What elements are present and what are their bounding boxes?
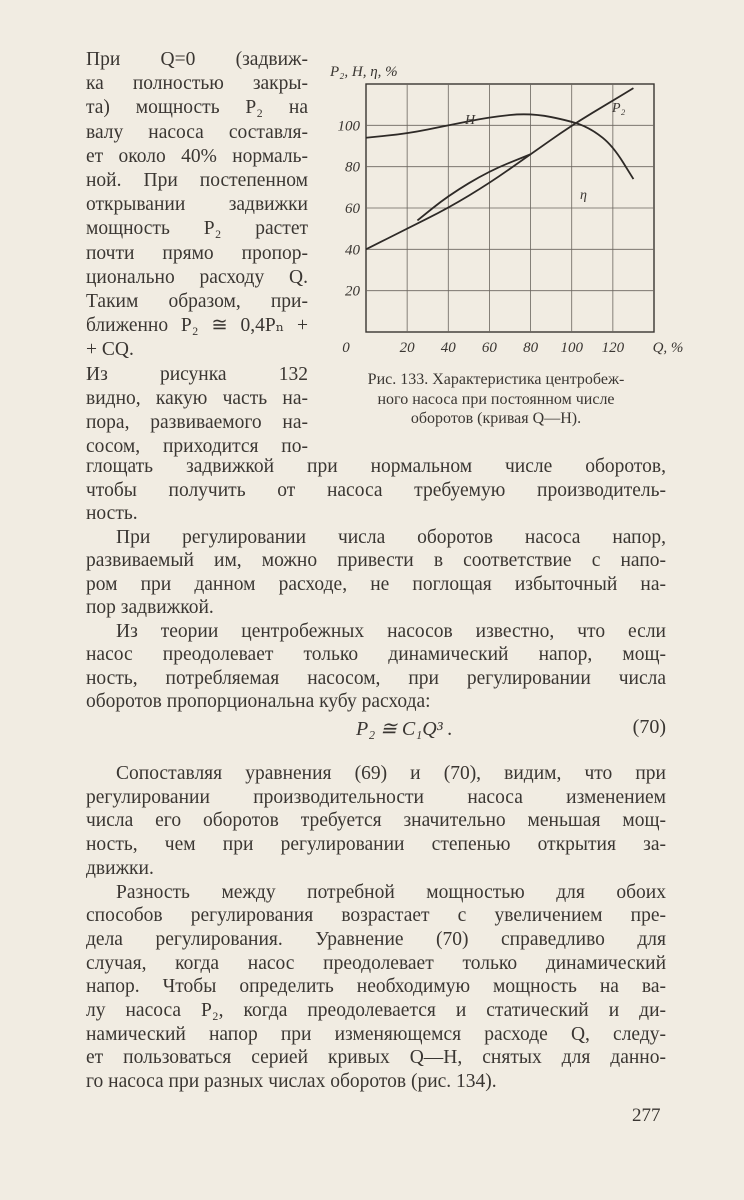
x-tick-label: 80: [523, 340, 539, 356]
text-line: движки.: [86, 857, 154, 879]
x-tick-label: 40: [440, 340, 456, 356]
text-line: ность.: [86, 503, 138, 524]
formula-number: (70): [632, 716, 666, 738]
text-line: При регулировании числа оборотов насоса напор,: [116, 526, 666, 548]
y-axis-label: P₂, H, η, %: [330, 64, 398, 80]
x-tick-label: 120: [601, 340, 625, 356]
text-line: ет около 40% нормаль-: [86, 145, 308, 167]
series-line-3: [417, 154, 530, 220]
y-tick-label: 80: [345, 159, 360, 176]
text-line: ционально расходу Q.: [86, 266, 308, 288]
y-tick-label: 40: [345, 242, 360, 259]
text-line: развиваемый им, можно привести в соответствие с напо-: [86, 550, 666, 571]
text-line: случая, когда насос преодолевает только динамический: [86, 952, 666, 974]
text-line: пора, развиваемого на-: [86, 412, 308, 433]
formula-expression: P₂ ≅ C₁Q³ .: [356, 718, 453, 740]
caption-line: оборотов (кривая Q—H).: [410, 410, 582, 427]
text-line: мощность P₂ растет: [86, 218, 308, 240]
series-label: P₂: [612, 101, 626, 116]
x-tick-label: 20: [399, 340, 415, 356]
pump-characteristic-chart: [320, 56, 684, 356]
y-tick-label: 60: [345, 201, 360, 217]
text-line: ка полностью закры-: [86, 73, 308, 95]
x-tick-label: 0: [342, 340, 350, 356]
text-line: Из рисунка 132: [86, 363, 308, 385]
text-line: чтобы получить от насоса требуемую производитель-: [86, 479, 666, 501]
text-line: сосом, приходится по-: [86, 436, 308, 458]
x-tick-label: 60: [481, 340, 497, 356]
text-line: + CQ.: [86, 339, 134, 361]
text-line: почти прямо пропор-: [86, 242, 308, 264]
text-line: го насоса при разных числах оборотов (рис. 134).: [86, 1071, 497, 1093]
text-line: пор задвижкой.: [86, 597, 214, 618]
series-label: η: [580, 188, 587, 203]
text-line: ность, потребляемая насосом, при регулировании числа: [86, 667, 666, 689]
text-line: регулировании производительности насоса изменением: [86, 786, 666, 808]
text-line: ром при данном расходе, не поглощая избыточный на-: [86, 573, 666, 595]
formula-70: [86, 716, 666, 744]
text-line: лу насоса P₂, когда преодолевается и статический и ди-: [86, 1000, 666, 1021]
text-line: валу насоса составля-: [86, 121, 308, 143]
y-tick-label: 100: [337, 118, 360, 135]
text-line: глощать задвижкой при нормальном числе оборотов,: [86, 456, 666, 477]
x-tick-label: 100: [560, 340, 583, 356]
text-line: намический напор при изменяющемся расходе Q, следу-: [86, 1023, 666, 1045]
caption-line: Рис. 133. Характеристика центробеж-: [367, 371, 625, 388]
series-label: H: [465, 113, 476, 128]
caption-line: ного насоса при постоянном числе: [377, 390, 615, 408]
text-line: Сопоставляя уравнения (69) и (70), видим, что при: [116, 763, 666, 784]
text-line: способов регулирования возрастает с увеличением пре-: [86, 905, 666, 927]
text-line: оборотов пропорциональна кубу расхода:: [86, 691, 431, 712]
text-line: ной. При постепенном: [86, 170, 308, 191]
series-line-1: [366, 114, 633, 179]
text-line: дела регулирования. Уравнение (70) справедливо для: [86, 928, 666, 950]
text-line: видно, какую часть на-: [86, 387, 308, 409]
text-line: ет пользоваться серией кривых Q—H, снятых для данно-: [86, 1047, 666, 1069]
text-line: ближенно P₂ ≅ 0,4Pₙ +: [86, 315, 308, 337]
text-line: Таким образом, при-: [86, 291, 308, 312]
x-axis-label: Q, %: [652, 340, 684, 356]
text-line: та) мощность P₂ на: [86, 97, 308, 119]
series-line-2: [366, 88, 633, 249]
text-line: Разность между потребной мощностью для обоих: [116, 881, 666, 903]
text-line: При Q=0 (задвиж-: [86, 49, 308, 70]
y-tick-label: 20: [345, 283, 360, 300]
text-line: ность, чем при регулировании степенью открытия за-: [86, 834, 666, 856]
page-number: 277: [632, 1105, 661, 1126]
text-line: числа его оборотов требуется значительно меньшая мощ-: [86, 810, 666, 832]
text-line: открывании задвижки: [86, 194, 308, 216]
text-line: напор. Чтобы определить необходимую мощность на ва-: [86, 976, 666, 998]
text-line: насос преодолевает только динамический напор, мощ-: [86, 644, 666, 665]
text-line: Из теории центробежных насосов известно, что если: [116, 620, 666, 642]
